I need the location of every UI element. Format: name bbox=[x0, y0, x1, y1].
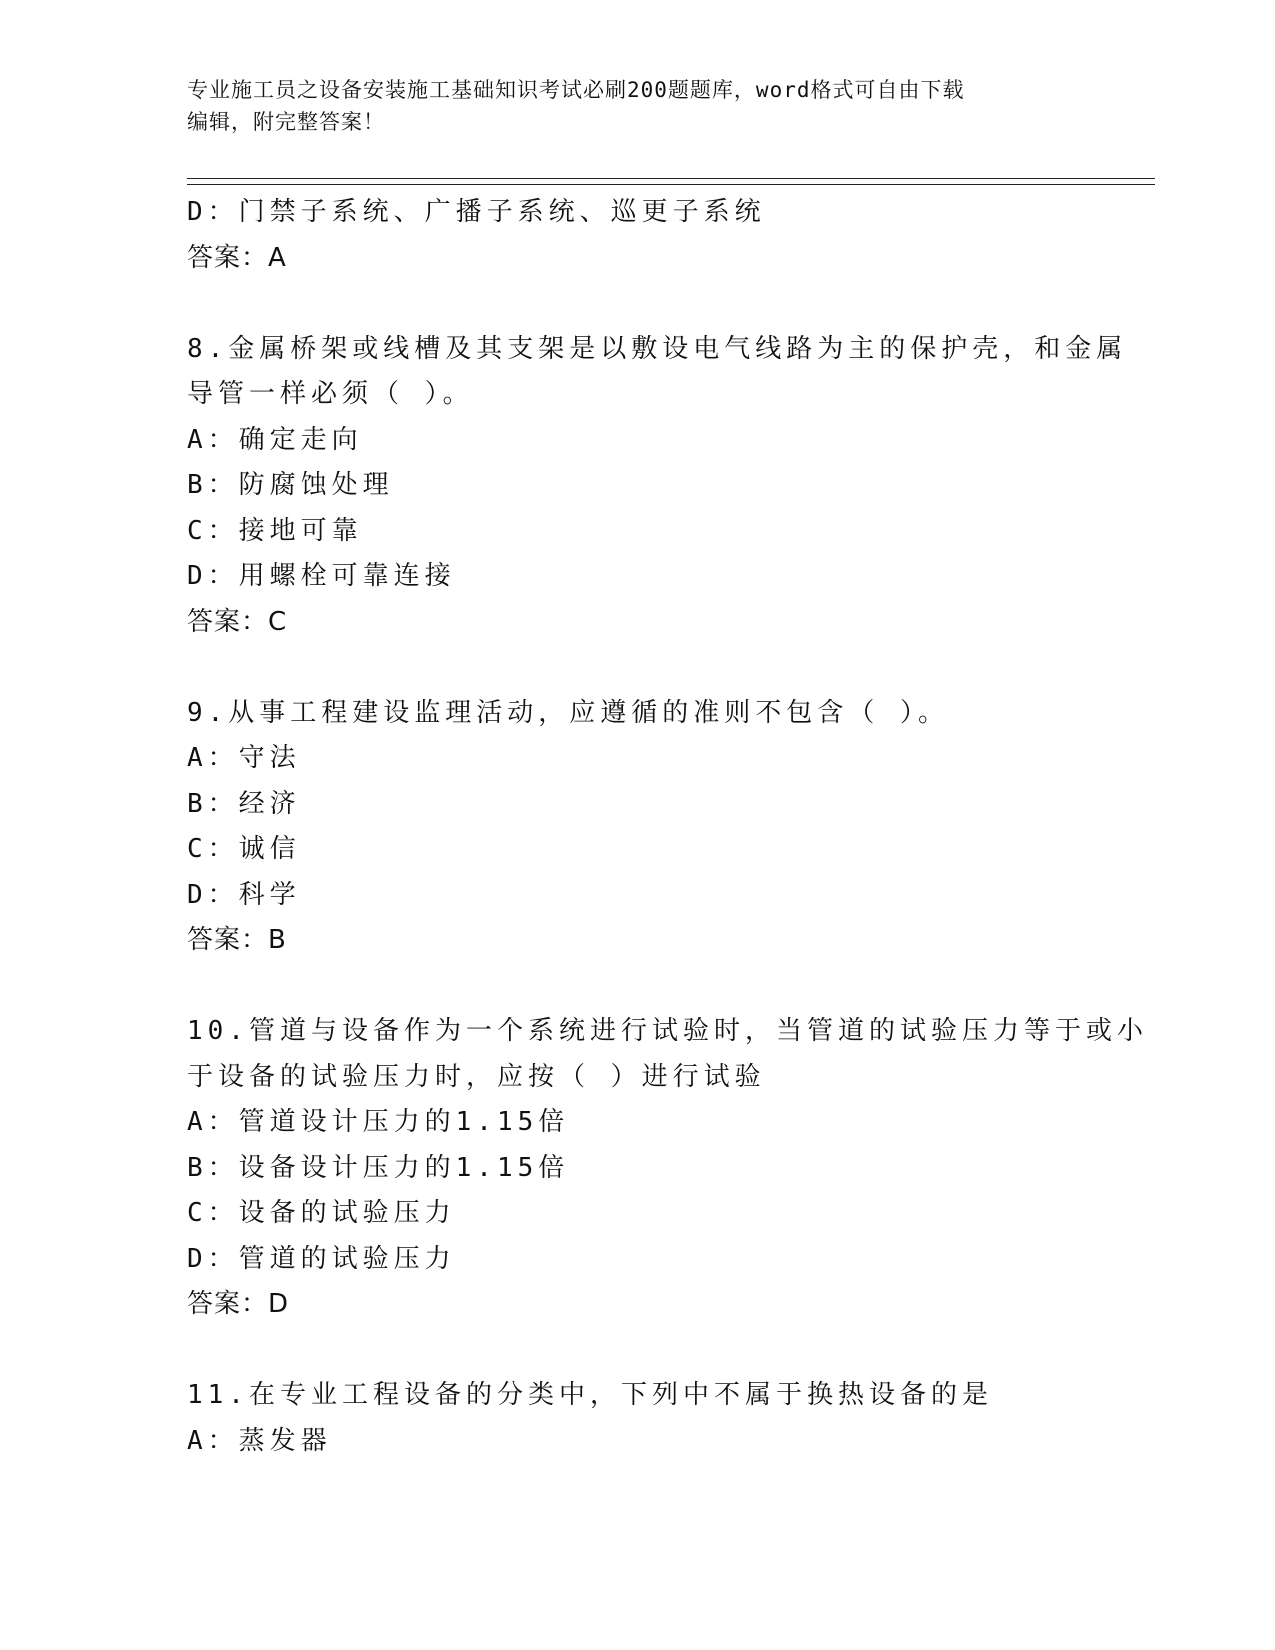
question-stem: 8.金属桥架或线槽及其支架是以敷设电气线路为主的保护壳，和金属 bbox=[187, 333, 1128, 364]
answer: 答案：D bbox=[187, 1289, 290, 1319]
option-c: C：设备的试验压力 bbox=[187, 1198, 456, 1228]
question-stem: 10.管道与设备作为一个系统进行试验时，当管道的试验压力等于或小 bbox=[187, 1016, 1148, 1046]
question-stem: 9.从事工程建设监理活动，应遵循的准则不包含（ ）。 bbox=[187, 697, 949, 728]
option-c: C：接地可靠 bbox=[187, 515, 363, 546]
header-divider-top bbox=[187, 178, 1155, 179]
option-b: B：防腐蚀处理 bbox=[187, 470, 394, 500]
option-a: A：蒸发器 bbox=[187, 1425, 332, 1456]
option-a: A：确定走向 bbox=[187, 424, 363, 455]
question-stem-continued: 于设备的试验压力时，应按（ ）进行试验 bbox=[187, 1061, 766, 1092]
option-c: C：诚信 bbox=[187, 834, 301, 864]
header-title-line1: 专业施工员之设备安装施工基础知识考试必刷200题题库，word格式可自由下载 bbox=[187, 78, 965, 102]
option-a: A：管道设计压力的1.15倍 bbox=[187, 1107, 570, 1137]
question-stem-continued: 导管一样必须（ ）。 bbox=[187, 379, 474, 409]
option-b: B：经济 bbox=[187, 788, 301, 819]
question-11 bbox=[187, 1373, 1087, 1464]
answer: 答案：B bbox=[187, 925, 287, 955]
option-a: A：守法 bbox=[187, 743, 301, 773]
option-d: D：管道的试验压力 bbox=[187, 1243, 456, 1274]
spacer bbox=[187, 645, 1087, 691]
question-7-tail bbox=[187, 190, 1087, 281]
question-content bbox=[187, 190, 1148, 1464]
option-d: D：用螺栓可靠连接 bbox=[187, 561, 456, 591]
answer: 答案：A bbox=[187, 242, 287, 273]
header-title-line2: 编辑，附完整答案！ bbox=[187, 110, 385, 134]
header-divider-bottom bbox=[187, 184, 1155, 185]
spacer bbox=[187, 1328, 1087, 1374]
spacer bbox=[187, 964, 1087, 1010]
question-10 bbox=[187, 1009, 1148, 1328]
option-d: D：门禁子系统、广播子系统、巡更子系统 bbox=[187, 197, 766, 227]
question-9 bbox=[187, 691, 1087, 964]
question-stem: 11.在专业工程设备的分类中，下列中不属于换热设备的是 bbox=[187, 1380, 993, 1410]
answer: 答案：C bbox=[187, 606, 288, 637]
option-b: B：设备设计压力的1.15倍 bbox=[187, 1152, 570, 1183]
option-d: D：科学 bbox=[187, 879, 301, 910]
question-8 bbox=[187, 327, 1128, 646]
spacer bbox=[187, 281, 1087, 327]
document-header bbox=[187, 74, 1067, 138]
